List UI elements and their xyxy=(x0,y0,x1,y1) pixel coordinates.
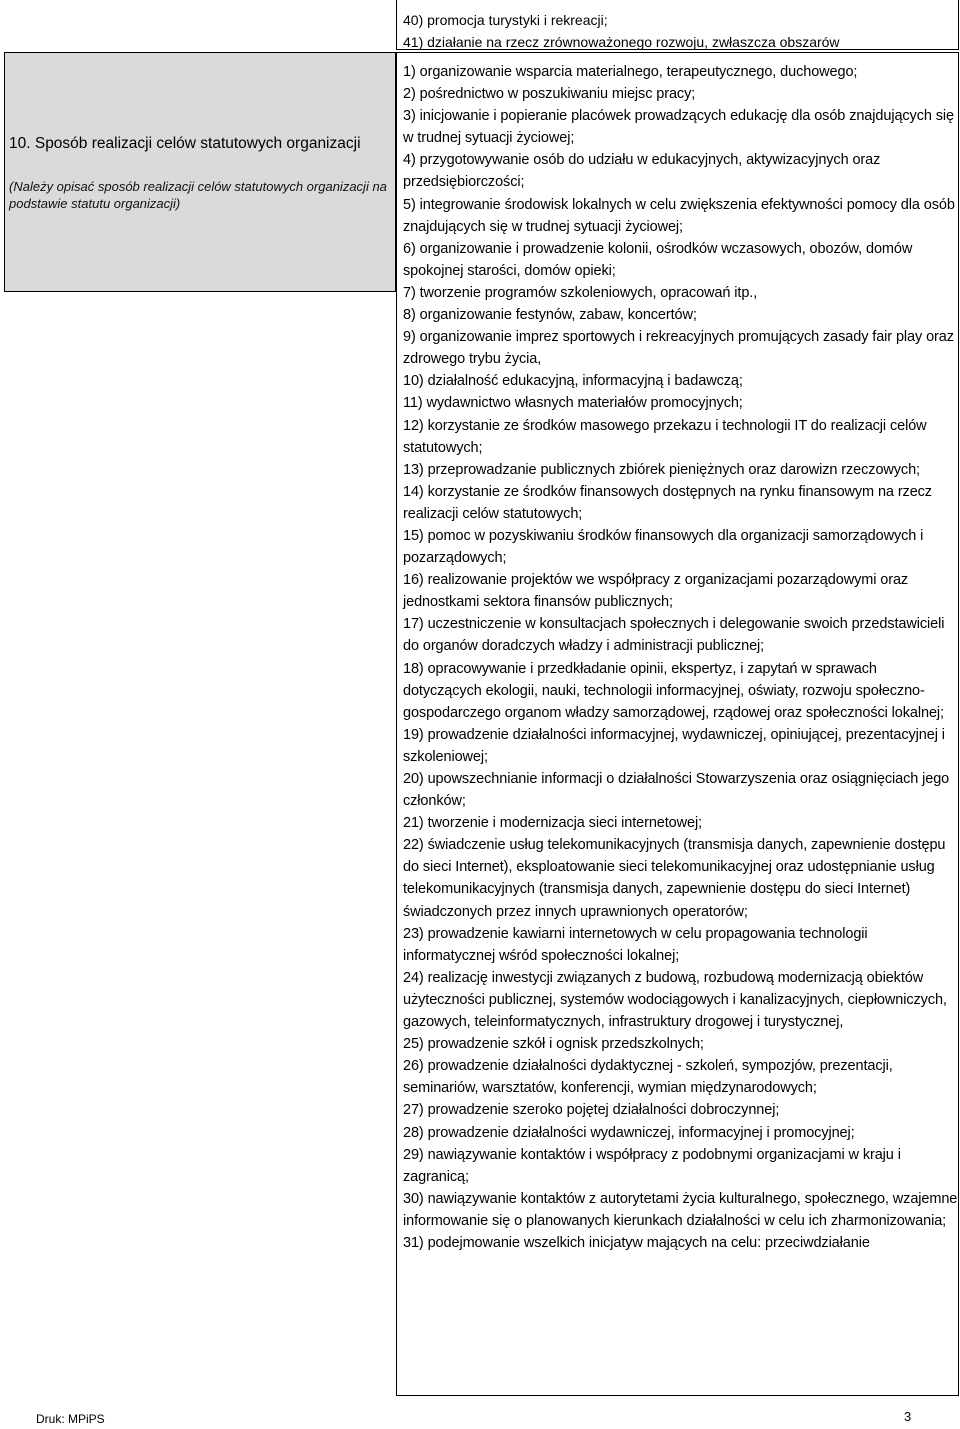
list-item: 2) pośrednictwo w poszukiwaniu miejsc pracy; xyxy=(403,86,696,103)
previous-section-continuation xyxy=(396,0,959,50)
list-item: 31) podejmowanie wszelkich inicjatyw mających na celu: przeciwdziałanie xyxy=(403,1234,870,1251)
list-item: 28) prowadzenie działalności wydawniczej, informacyjnej i promocyjnej; xyxy=(403,1124,855,1141)
section-hint: (Należy opisać sposób realizacji celów statutowych organizacji na podstawie statutu organizacji) xyxy=(9,179,387,211)
list-item: 14) korzystanie ze środków finansowych dostępnych na rynku finansowym na rzecz realizacji celów statutowych; xyxy=(403,483,932,522)
section-title: 10. Sposób realizacji celów statutowych organizacji xyxy=(9,135,361,152)
list-item: 18) opracowywanie i przedkładanie opinii, ekspertyz, i zapytań w sprawach dotyczących ekologii, nauki, technologii informacyjnej, oświaty, rozwoju społeczno-gospodarczego organom władzy samorządowej, rządowej oraz społeczności lokalnej; xyxy=(403,660,944,721)
list-item: 10) działalność edukacyjną, informacyjną i badawczą; xyxy=(403,373,743,390)
list-item: 19) prowadzenie działalności informacyjnej, wydawniczej, opiniującej, prezentacyjnej i szkoleniowej; xyxy=(403,726,945,765)
list-item: 24) realizację inwestycji związanych z budową, rozbudową modernizacją obiektów użyteczności publicznej, systemów wodociągowych i kanalizacyjnych, ciepłowniczych, gazowych, teleinformatycznych, infrastruktury drogowej i turystycznej, xyxy=(403,969,947,1031)
list-item: 23) prowadzenie kawiarni internetowych w celu propagowania technologii informatycznej wśród społeczności lokalnej; xyxy=(403,925,868,964)
list-item: 25) prowadzenie szkół i ognisk przedszkolnych; xyxy=(403,1036,704,1053)
list-item: 5) integrowanie środowisk lokalnych w celu zwiększenia efektywności pomocy dla osób znajdujących się w trudnej sytuacji życiowej; xyxy=(403,196,955,235)
statutory-methods-list xyxy=(403,61,958,1254)
section-content-cell xyxy=(396,52,959,1396)
list-item: 27) prowadzenie szeroko pojętej działalności dobroczynnej; xyxy=(403,1102,780,1119)
list-item: 17) uczestniczenie w konsultacjach społecznych i delegowanie swoich przedstawicieli do organów doradczych władzy i administracji publicznej; xyxy=(403,616,945,655)
list-item: 3) inicjowanie i popieranie placówek prowadzących edukację dla osób znajdujących się w trudnej sytuacji życiowej; xyxy=(403,108,954,147)
list-item: 8) organizowanie festynów, zabaw, koncertów; xyxy=(403,307,697,324)
section-label-cell xyxy=(4,52,396,292)
list-item: 13) przeprowadzanie publicznych zbiórek pieniężnych oraz darowizn rzeczowych; xyxy=(403,461,920,478)
list-item: 29) nawiązywanie kontaktów i współpracy z podobnymi organizacjami w kraju i zagranicą; xyxy=(403,1146,901,1185)
list-item: 15) pomoc w pozyskiwaniu środków finansowych dla organizacji samorządowych i pozarządowych; xyxy=(403,527,924,567)
list-item: 20) upowszechnianie informacji o działalności Stowarzyszenia oraz osiągnięciach jego członków; xyxy=(403,771,950,810)
list-item: 7) tworzenie programów szkoleniowych, opracowań itp., xyxy=(403,284,758,301)
list-item: 26) prowadzenie działalności dydaktycznej - szkoleń, sympozjów, prezentacji, seminariów, warsztatów, konferencji, wymian międzynarodowych; xyxy=(403,1058,893,1097)
list-item: 4) przygotowywanie osób do udziału w edukacyjnych, aktywizacyjnych oraz przedsiębiorczości; xyxy=(403,152,881,191)
print-source: Druk: MPiPS xyxy=(36,1412,105,1426)
page-number: 3 xyxy=(904,1409,912,1424)
continuation-line: 41) działanie na rzecz zrównoważonego rozwoju, zwłaszcza obszarów xyxy=(403,34,840,50)
list-item: 9) organizowanie imprez sportowych i rekreacyjnych promujących zasady fair play oraz zdrowego trybu życia, xyxy=(403,329,954,368)
list-item: 16) realizowanie projektów we współpracy z organizacjami pozarządowymi oraz jednostkami sektora finansów publicznych; xyxy=(403,572,909,611)
continuation-line: 40) promocja turystyki i rekreacji; xyxy=(403,12,608,28)
list-item: 22) świadczenie usług telekomunikacyjnych (transmisja danych, zapewnienie dostępu do sieci Internet), eksploatowanie sieci telekomunikacyjnej oraz udostępnianie usług telekomunikacyjnych (transmisja danych, zapewnienie dostępu do sieci Internet) świadczonych przez innych uprawnionych operatorów; xyxy=(403,837,946,920)
list-item: 30) nawiązywanie kontaktów z autorytetami życia kulturalnego, społecznego, wzajemne informowanie się o planowanych kierunkach działalności w celu ich zharmonizowania; xyxy=(403,1190,958,1229)
list-item: 21) tworzenie i modernizacja sieci internetowej; xyxy=(403,815,703,832)
list-item: 12) korzystanie ze środków masowego przekazu i technologii IT do realizacji celów statutowych; xyxy=(403,417,927,456)
list-item: 6) organizowanie i prowadzenie kolonii, ośrodków wczasowych, obozów, domów spokojnej starości, domów opieki; xyxy=(403,240,913,279)
list-item: 1) organizowanie wsparcia materialnego, terapeutycznego, duchowego; xyxy=(403,64,858,80)
list-item: 11) wydawnictwo własnych materiałów promocyjnych; xyxy=(403,395,743,412)
